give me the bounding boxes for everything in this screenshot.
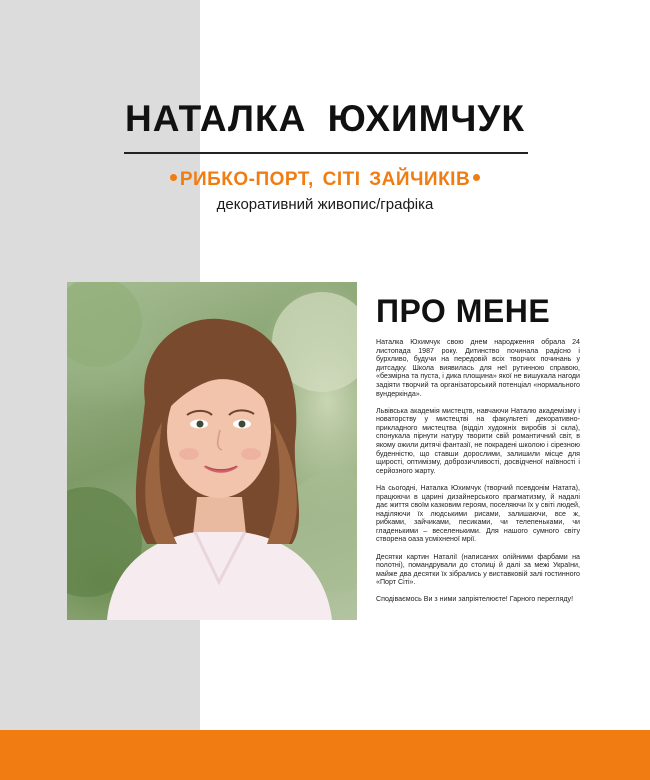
about-paragraph: Наталка Юхимчук свою днем народження обрала 24 листопада 1987 року. Дитинство починала радісно і бурхливо, будучи на передовій всіх творчих починань у дитсадку. Школа виявилась для неї рутинною справою, «безмірна та пуста, і дика площина» якої не вишукала нагоди задіяти творчий та організаторський потенціал «нормального вундеркінда». (376, 338, 580, 398)
portrait-illustration (67, 282, 357, 620)
about-title: ПРО МЕНЕ (376, 293, 551, 329)
about-paragraph: Львівська академія мистецтв, навчаючи Наталю академізму і новаторству у мистецтві на факультеті декоративно-прикладного мистецтва (відділ художніх виробів зі скла), спонукала пірнути натуру творити свій романтичний світ, в якому ожили дитячі фантазії, не покрадені школою і сірезною буденністю, що ставши дорослими, залишили місце для щирості, оптимізму, доброзичливості, досвідченої наївності і серйозного жарту. (376, 406, 580, 475)
exhibition-title-text: РИБКО-ПОРТ, СІТІ ЗАЙЧИКІВ (179, 169, 471, 190)
about-paragraph: Десятки картин Наталії (написаних олійними фарбами на полотні), помандрували до столиці й далі за межі України, майже два десятки їх зібрались у виставковій залі гостинного «Порт Сіті». (376, 552, 580, 587)
genre-subtitle: декоративний живопис/графіка (216, 196, 434, 213)
about-paragraph: На сьогодні, Наталка Юхимчук (творчий псевдонім Натата), працюючи в царині дизайнерського прагматизму, й надалі дає життя своїм казковим героям, поселяючи їх у світі людей, наділяючи їх людськими рисами, залишаючи, все ж, рибками, зайчиками, песиками, чи телепеньками, чи гладенькими – веселенькими. Для нашого сумного світу створена оаза усміхненої мрії. (376, 483, 580, 544)
title-divider (124, 152, 528, 154)
bullet-dot-icon (170, 174, 177, 181)
exhibition-title (0, 169, 650, 191)
portrait-photo (67, 282, 357, 620)
bottom-orange-band (0, 730, 650, 780)
bullet-dot-icon (473, 174, 480, 181)
artist-name: НАТАЛКА ЮХИМЧУК (124, 98, 526, 139)
about-paragraph: Сподіваємось Ви з ними запріятелюєте! Гарного перегляду! (376, 595, 574, 604)
about-text (376, 338, 580, 613)
